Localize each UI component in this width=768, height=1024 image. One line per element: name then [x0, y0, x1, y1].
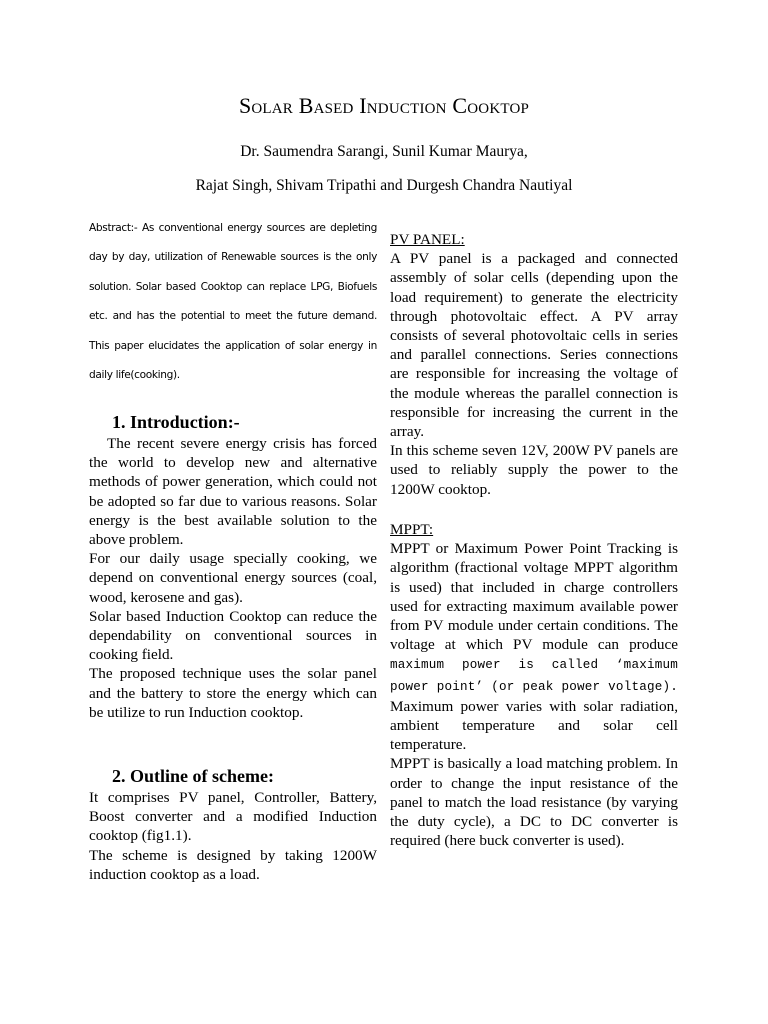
intro-paragraph: For our daily usage specially cooking, we depend on conventional energy sources (coal, wood, kerosene and gas).: [89, 550, 377, 606]
pv-panel-section: [390, 230, 678, 499]
mppt-text-mono: maximum power is called ‘maximum power point’ (or peak power voltage).: [390, 658, 678, 694]
mppt-paragraph-2: MPPT is basically a load matching problem. In order to change the input resistance of the panel to match the load resistance (by varying the duty cycle), a DC to DC converter is required (here buck converter is used).: [390, 755, 678, 850]
outline-paragraph: It comprises PV panel, Controller, Battery, Boost converter and a modified Induction cooktop (fig1.1).: [89, 789, 377, 845]
pv-panel-paragraph: In this scheme seven 12V, 200W PV panels are used to reliably supply the power to the 1200W cooktop.: [390, 442, 678, 498]
authors-line-2: Rajat Singh, Shivam Tripathi and Durgesh Chandra Nautiyal: [195, 177, 573, 194]
introduction-body: [89, 434, 377, 722]
authors-line-1: Dr. Saumendra Sarangi, Sunil Kumar Maurya,: [240, 143, 528, 160]
pv-panel-paragraph: A PV panel is a packaged and connected assembly of solar cells (depending upon the load requirement) to generate the electricity through photovoltaic effect. A PV array consists of several photovoltaic cells in series and parallel connections. Series connections are responsible for increasing the voltage of the module whereas the parallel connection is responsible for increasing the current in the array.: [390, 250, 678, 441]
mppt-paragraph-1: [390, 539, 678, 754]
abstract: Abstract:- As conventional energy sources are depleting day by day, utilization of Renewable sources is the only solution. Solar based Cooktop can replace LPG, Biofuels etc. and has the potential to meet the future demand. This paper elucidates the application of solar energy in daily life(cooking).: [89, 222, 377, 382]
pv-panel-label: PV PANEL:: [390, 231, 465, 248]
intro-paragraph: Solar based Induction Cooktop can reduce the dependability on conventional sources in cooking field.: [89, 607, 377, 664]
mppt-label: MPPT:: [390, 521, 434, 538]
intro-paragraph: The proposed technique uses the solar panel and the battery to store the energy which can be utilize to run Induction cooktop.: [89, 665, 377, 721]
mppt-text-start: MPPT or Maximum Power Point Tracking is algorithm (fractional voltage MPPT algorithm is used) that included in charge controllers used for extracting maximum available power from PV module under certain conditions. The voltage at which PV module can produce: [390, 540, 678, 654]
outline-heading: 2. Outline of scheme:: [112, 766, 274, 786]
mppt-section: [390, 520, 678, 850]
intro-paragraph: The recent severe energy crisis has forced the world to develop new and alternative methods of power generation, which could not be adopted so far due to various reasons. Solar energy is the best available solution to the above problem.: [89, 435, 377, 549]
mppt-text-end: Maximum power varies with solar radiation, ambient temperature and solar cell temperature.: [390, 697, 678, 754]
outline-body: [89, 788, 377, 884]
introduction-heading: 1. Introduction:-: [112, 412, 240, 432]
outline-paragraph: The scheme is designed by taking 1200W induction cooktop as a load.: [89, 846, 377, 883]
paper-title: Solar Based Induction Cooktop: [238, 93, 530, 118]
